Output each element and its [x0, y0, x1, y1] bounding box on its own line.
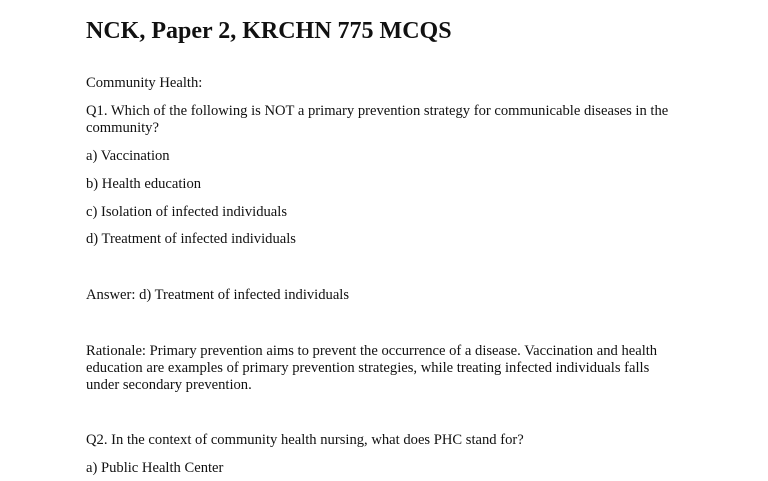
question-1-rationale: Rationale: Primary prevention aims to prevent the occurrence of a disease. Vaccination and health education are examples of primary prevention strategies, while treating infected individuals falls under secondary prevention. [86, 343, 658, 393]
document-title: NCK, Paper 2, KRCHN 775 MCQS [86, 18, 452, 44]
question-1-option-c: c) Isolation of infected individuals [86, 204, 288, 220]
question-2-option-a: a) Public Health Center [86, 460, 224, 476]
question-1-option-b: b) Health education [86, 176, 202, 192]
question-1-option-d: d) Treatment of infected individuals [86, 231, 296, 247]
section-heading: Community Health: [86, 75, 203, 91]
question-1-option-a: a) Vaccination [86, 148, 170, 164]
question-1-answer: Answer: d) Treatment of infected individuals [86, 287, 350, 303]
question-1-text: Q1. Which of the following is NOT a primary prevention strategy for communicable diseases in the community? [86, 103, 669, 136]
question-2-text: Q2. In the context of community health nursing, what does PHC stand for? [86, 432, 524, 448]
